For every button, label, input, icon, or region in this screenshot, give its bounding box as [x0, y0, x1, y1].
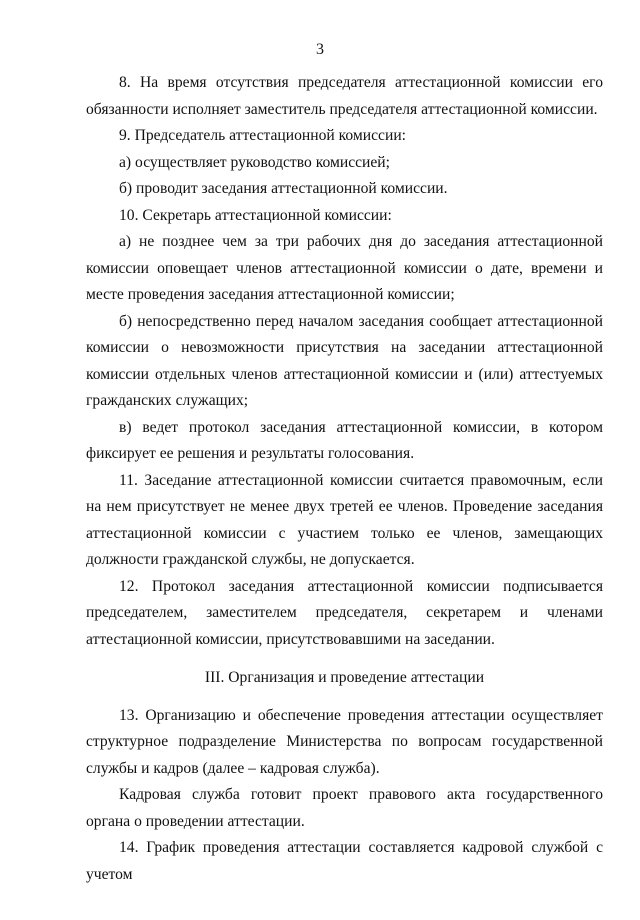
section-heading: III. Организация и проведение аттестации	[204, 669, 485, 686]
page-number: 3	[316, 41, 324, 58]
paragraph-14: 14. График проведения аттестации составляется кадровой службой с учетом	[86, 839, 603, 883]
document-body	[86, 70, 603, 888]
paragraph-9b: б) проводит заседания аттестационной комиссии.	[119, 180, 448, 197]
paragraph-12: 12. Протокол заседания аттестационной комиссии подписывается председателем, заместителем председателя, секретарем и членами аттестационной комиссии, присутствовавшими на заседании.	[86, 577, 603, 648]
paragraph-10a: а) не позднее чем за три рабочих дня до заседания аттестационной комиссии оповещает членов аттестационной комиссии о дате, времени и месте проведения заседания аттестационной комиссии;	[86, 233, 603, 303]
paragraph-13: 13. Организацию и обеспечение проведения аттестации осуществляет структурное подразделение Министерства по вопросам государственной службы и кадров (далее – кадровая служба).	[86, 706, 603, 777]
paragraph-11: 11. Заседание аттестационной комиссии считается правомочным, если на нем присутствует не менее двух третей ее членов. Проведение заседания аттестационной комиссии с участием только ее членов, замещающих должности гражданской службы, не допускается.	[86, 471, 603, 568]
paragraph-10b: б) непосредственно перед началом заседания сообщает аттестационной комиссии о невозможности присутствия на заседании аттестационной комиссии отдельных членов аттестационной комиссии и (или) аттестуемых гражданских служащих;	[86, 312, 603, 409]
paragraph-10c: в) ведет протокол заседания аттестационной комиссии, в котором фиксирует ее решения и результаты голосования.	[86, 418, 603, 462]
paragraph-10: 10. Секретарь аттестационной комиссии:	[119, 206, 392, 224]
paragraph-13-continued: Кадровая служба готовит проект правового акта государственного органа о проведении аттестации.	[86, 786, 603, 830]
paragraph-8: 8. На время отсутствия председателя аттестационной комиссии его обязанности исполняет заместитель председателя аттестационной комиссии.	[86, 74, 603, 118]
paragraph-9a: а) осуществляет руководство комиссией;	[119, 153, 390, 171]
paragraph-9: 9. Председатель аттестационной комиссии:	[119, 127, 406, 144]
